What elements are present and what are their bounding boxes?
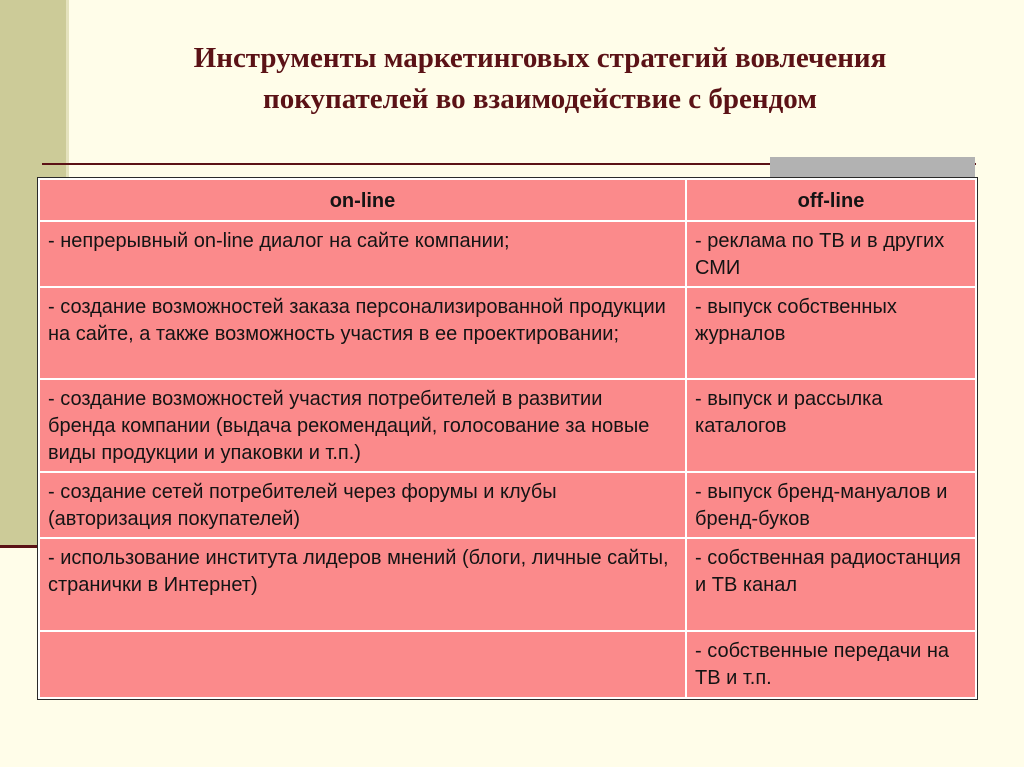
- cell-online: - непрерывный on-line диалог на сайте компании;: [39, 221, 686, 287]
- cell-offline: - реклама по ТВ и в других СМИ: [686, 221, 976, 287]
- cell-online: - создание возможностей заказа персонализированной продукции на сайте, а также возможность участия в ее проектировании;: [39, 287, 686, 379]
- cell-offline: - выпуск и рассылка каталогов: [686, 379, 976, 472]
- table-row: [39, 472, 976, 538]
- cell-offline: - выпуск собственных журналов: [686, 287, 976, 379]
- header-online: on-line: [39, 179, 686, 221]
- cell-offline: - собственная радиостанция и ТВ канал: [686, 538, 976, 631]
- table-row: [39, 538, 976, 631]
- slide-title: [100, 38, 980, 120]
- table-row: [39, 379, 976, 472]
- strategy-table: [38, 178, 977, 699]
- cell-offline: - собственные передачи на ТВ и т.п.: [686, 631, 976, 698]
- left-divider: [0, 545, 40, 548]
- cell-online: - создание возможностей участия потребителей в развитии бренда компании (выдача рекомендаций, голосование за новые виды продукции и упаковки и т.п.): [39, 379, 686, 472]
- table-row: [39, 221, 976, 287]
- slide-title-line-1: Инструменты маркетинговых стратегий вовлечения: [193, 42, 887, 74]
- table-header-row: [39, 179, 976, 221]
- cell-offline: - выпуск бренд-мануалов и бренд-буков: [686, 472, 976, 538]
- table-row: [39, 631, 976, 698]
- header-offline: off-line: [686, 179, 976, 221]
- cell-online: - использование института лидеров мнений (блоги, личные сайты, странички в Интернет): [39, 538, 686, 631]
- slide-title-line-2: покупателей во взаимодействие с брендом: [262, 83, 818, 115]
- gray-accent-block: [770, 157, 975, 178]
- cell-online: - создание сетей потребителей через форумы и клубы (авторизация покупателей): [39, 472, 686, 538]
- table-row: [39, 287, 976, 379]
- cell-online: [39, 631, 686, 698]
